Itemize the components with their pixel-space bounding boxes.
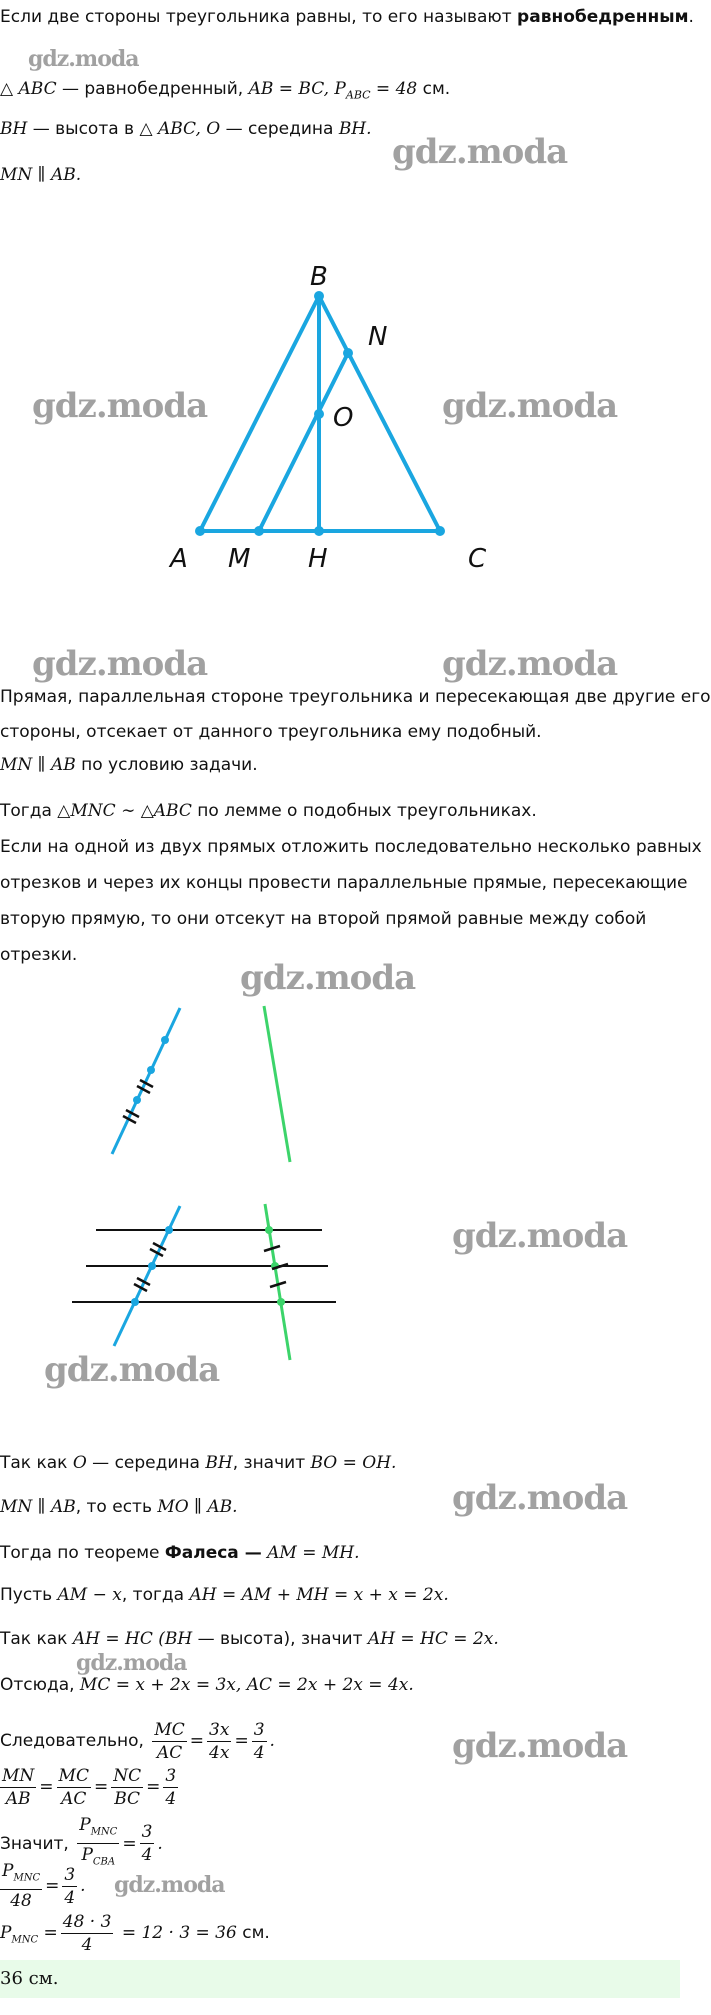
bold-theorem: Фалеса — [164, 1543, 262, 1563]
given-line-1 [0, 78, 450, 106]
math: BO = OH. [310, 1453, 397, 1473]
math: MO ∥ AB. [157, 1497, 238, 1517]
solution-line-10: $\frac{P_{MNC}}{48}$ = $\frac{3}{4}$ . [2, 1861, 86, 1912]
math-sub: ABC [345, 88, 371, 102]
text: Отсюда, [0, 1675, 80, 1695]
fraction: $\frac{3}{4}$ [165, 1765, 177, 1809]
blue-point [131, 1298, 139, 1306]
green-point [265, 1226, 273, 1234]
watermark: gdz.moda [76, 1650, 187, 1676]
fraction: $\frac{3x}{4x}$ [209, 1719, 230, 1763]
point-o [314, 409, 324, 419]
fraction: $\frac{P_{MNC}}{48}$ [2, 1861, 41, 1912]
watermark: gdz.moda [28, 46, 139, 72]
text: Значит, [0, 1833, 75, 1854]
fraction: $\frac{MC}{AC}$ [154, 1719, 185, 1763]
math-48: = 48 [370, 79, 418, 99]
math: O [72, 1453, 87, 1473]
condition-line [0, 754, 258, 776]
math-triangle-o: △ ABC, O [139, 119, 221, 139]
watermark: gdz.moda [392, 132, 568, 172]
watermark: gdz.moda [32, 386, 208, 426]
math: AH = HC = 2x. [367, 1629, 499, 1649]
label-m: M [228, 544, 251, 574]
point-b [314, 291, 324, 301]
math-ab-bc: AB = BC, P [248, 79, 346, 99]
green-line-upper [264, 1006, 290, 1162]
solution-line-2 [0, 1496, 238, 1518]
math: AH = HC (BH [72, 1629, 193, 1649]
blue-point [161, 1036, 169, 1044]
label-b: B [310, 262, 328, 292]
lemma-line-2: стороны, отсекает от данного треугольника ему подобный. [0, 722, 542, 742]
definition-bold-term: равнобедренным [517, 7, 689, 27]
answer-box [0, 1960, 680, 1998]
given-text: — середина [220, 119, 339, 139]
fraction: $\frac{MC}{AC}$ [58, 1765, 89, 1809]
fraction: $\frac{48 \cdot 3}{4}$ [62, 1911, 112, 1955]
definition-end: . [688, 7, 694, 27]
definition-text: Если две стороны треугольника равны, то его называют [0, 7, 512, 27]
solution-line-5 [0, 1628, 499, 1650]
side-ab [200, 296, 319, 531]
text: , тогда [121, 1585, 190, 1605]
thales-line-2: отрезков и через их концы провести параллельные прямые, пересекающие [0, 873, 688, 893]
given-line-3 [0, 164, 81, 186]
given-line-2 [0, 118, 372, 140]
lemma-line-1: Прямая, параллельная стороне треугольника и пересекающая две другие его [0, 687, 711, 707]
math-sub: MNC [11, 1934, 39, 1946]
condition-text: по условию задачи. [75, 755, 258, 775]
text: Пусть [0, 1585, 58, 1605]
segment-mn [259, 353, 348, 531]
similar-text: по лемме о подобных треугольниках. [191, 801, 537, 821]
point-m [254, 526, 264, 536]
label-n: N [368, 322, 388, 352]
fraction: $\frac{3}{4}$ [64, 1864, 76, 1908]
unit: см. [236, 1923, 270, 1943]
solution-line-1 [0, 1452, 396, 1474]
math-similarity: △MNC ∼ △ABC [57, 801, 192, 821]
similar-text: Тогда [0, 801, 58, 821]
fraction: $\frac{P_{MNC}}{P_{CBA}}$ [79, 1815, 118, 1868]
solution-line-8: $\frac{MN}{AB}$ = $\frac{MC}{AC}$ = $\frac{NC}{BC}$ = $\frac{3}{4}$ [2, 1765, 177, 1809]
watermark: gdz.moda [452, 1726, 628, 1766]
solution-line-7: Следовательно, $\frac{MC}{AC}$ = $\frac{3x}{4x}$ = $\frac{3}{4}$ . [0, 1719, 275, 1763]
fraction: $\frac{NC}{BC}$ [113, 1765, 142, 1809]
watermark: gdz.moda [32, 644, 208, 684]
math: MC = x + 2x = 3x, AC = 2x + 2x = 4x. [79, 1675, 414, 1695]
text: Следовательно, [0, 1731, 150, 1751]
solution-line-6 [0, 1674, 414, 1696]
given-text: — высота в [27, 119, 140, 139]
text: Так как [0, 1629, 73, 1649]
math: MN ∥ AB [0, 1497, 76, 1517]
blue-line-upper [112, 1008, 180, 1154]
math: BH [205, 1453, 233, 1473]
math: P [0, 1923, 12, 1943]
blue-point [147, 1066, 155, 1074]
watermark: gdz.moda [442, 644, 618, 684]
answer-text: 36 см. [0, 1968, 59, 1989]
solution-line-9: Значит, $\frac{P_{MNC}}{P_{CBA}}$ = $\frac{3}{4}$ . [0, 1814, 163, 1874]
math-bh: BH. [338, 119, 372, 139]
thales-diagram [0, 990, 680, 1400]
thales-line-3: вторую прямую, то они отсекут на второй прямой равные между собой [0, 909, 647, 929]
thales-line-1: Если на одной из двух прямых отложить последовательно несколько равных [0, 837, 702, 857]
blue-point [148, 1262, 156, 1270]
label-a: A [170, 544, 188, 574]
label-o: O [333, 403, 354, 433]
given-text: — равнобедренный, [56, 79, 249, 99]
fraction: $\frac{3}{4}$ [253, 1719, 265, 1763]
green-point [277, 1298, 285, 1306]
text: , значит [232, 1453, 311, 1473]
solution-line-3 [0, 1542, 359, 1564]
point-n [343, 348, 353, 358]
text: Тогда по теореме [0, 1543, 165, 1563]
label-c: C [468, 544, 487, 574]
math: AM − x [57, 1585, 122, 1605]
definition-line [0, 6, 694, 28]
math: = 12 · 3 = 36 [116, 1923, 237, 1943]
math: AM = MH. [261, 1543, 360, 1563]
watermark: gdz.moda [452, 1216, 628, 1256]
point-c [435, 526, 445, 536]
text: Так как [0, 1453, 73, 1473]
solution-line-11: $P_{MNC}$ = $\frac{48 \cdot 3}{4}$ = 12 · 3 = 36 см. [0, 1911, 270, 1955]
thales-line-4: отрезки. [0, 945, 78, 965]
text: — середина [86, 1453, 206, 1473]
unit: см. [417, 79, 451, 99]
point-a [195, 526, 205, 536]
watermark: gdz.moda [114, 1872, 225, 1898]
solution-line-4 [0, 1584, 449, 1606]
math-triangle-abc: △ ABC [0, 79, 57, 99]
watermark: gdz.moda [240, 958, 416, 998]
point-h [314, 526, 324, 536]
watermark: gdz.moda [44, 1350, 220, 1390]
label-h: H [308, 544, 328, 574]
math-mn-parallel-ab: MN ∥ AB. [0, 165, 82, 185]
math-bh: BH [0, 119, 28, 139]
blue-point [165, 1226, 173, 1234]
blue-point [133, 1096, 141, 1104]
math: AH = AM + MH = x + x = 2x. [189, 1585, 449, 1605]
fraction: $\frac{3}{4}$ [141, 1822, 153, 1866]
watermark: gdz.moda [442, 386, 618, 426]
math-mn-parallel-ab: MN ∥ AB [0, 755, 76, 775]
text: — высота), значит [192, 1629, 368, 1649]
text: , то есть [75, 1497, 158, 1517]
fraction: $\frac{MN}{AB}$ [2, 1765, 35, 1809]
similar-line [0, 800, 537, 822]
watermark: gdz.moda [452, 1478, 628, 1518]
